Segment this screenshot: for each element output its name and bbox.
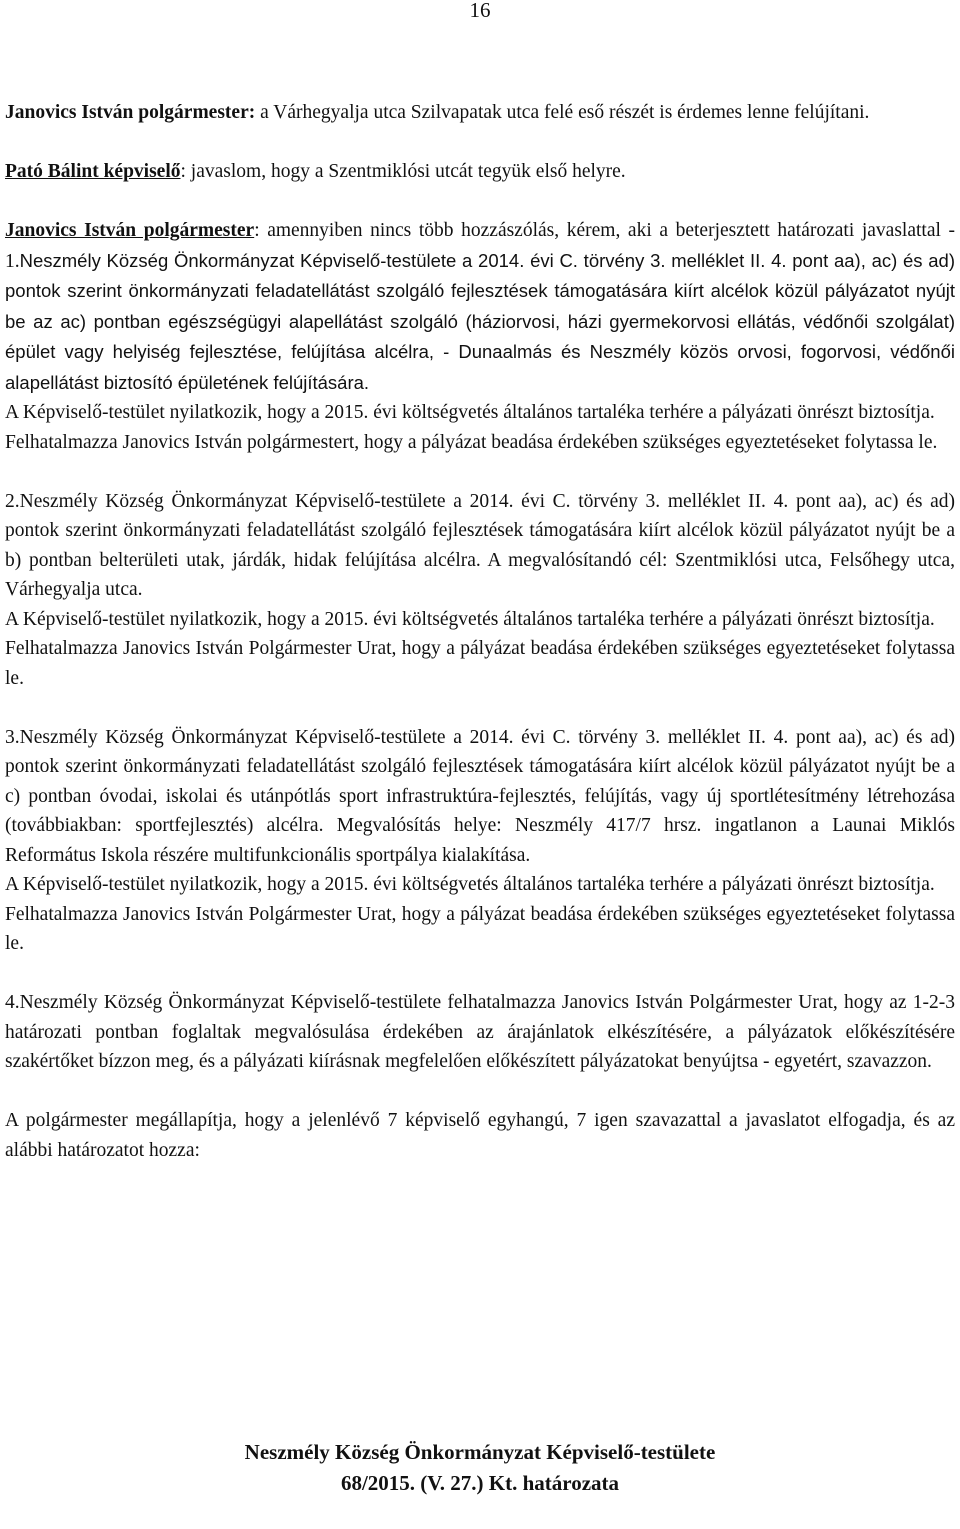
- speaker-name: Janovics István polgármester:: [5, 102, 256, 123]
- resolution-heading-line-1: Neszmély Község Önkormányzat Képviselő-testülete: [244, 1440, 716, 1464]
- paragraph-speaker-3: [5, 216, 955, 398]
- paragraph-resolution-2-funding: A Képviselő-testület nyilatkozik, hogy a 2015. évi költségvetés általános tartaléka terhére a pályázati önrészt biztosítja.: [5, 608, 935, 630]
- spacer: [5, 187, 955, 217]
- speaker-text: a Várhegyalja utca Szilvapatak utca felé eső részét is érdemes lenne felújítani.: [255, 102, 870, 123]
- paragraph-resolution-4: 4.Neszmély Község Önkormányzat Képviselő-testülete felhatalmazza Janovics István Polgármester Urat, hogy az 1-2-3 határozati pontban foglaltak megvalósulása érdekében az árajánlatok elkészítésére, a pályázatok előkészítésére szakértőket bízzon meg, és a pályázati kiírásnak megfelelően előkészített pályázatokat benyújtsa - egyetért, szavazzon.: [5, 992, 955, 1072]
- paragraph-mayor-statement: A polgármester megállapítja, hogy a jelenlévő 7 képviselő egyhangú, 7 igen szavazattal a javaslatot elfogadja, és az alábbi határozatot hozza:: [5, 1110, 955, 1161]
- spacer: [5, 1077, 955, 1107]
- paragraph-resolution-2-authorization: Felhatalmazza Janovics István Polgármester Urat, hogy a pályázat beadása érdekében szükséges egyeztetéseket folytassa le.: [5, 638, 955, 689]
- paragraph-resolution-3-funding: A Képviselő-testület nyilatkozik, hogy a 2015. évi költségvetés általános tartaléka terhére a pályázati önrészt biztosítja.: [5, 874, 935, 895]
- paragraph-resolution-3: 3.Neszmély Község Önkormányzat Képviselő-testülete a 2014. évi C. törvény 3. melléklet II. 4. pont aa), ac) és ad) pontok szerint önkormányzati feladatellátást szolgáló fejlesztések támogatására kiírt alcélok közül pályázatot nyújt be a c) pontban óvodai, iskolai és utánpótlás sport infrastruktúra-fejlesztés, felújítás, vagy új sportlétesítmény létrehozása (továbbiakban: sportfejlesztés) alcélra. Megvalósítás helye: Neszmély 417/7 hrsz. ingatlanon a Launai Miklós Református Iskola részére multifunkcionális sportpálya kialakítása.: [5, 726, 955, 866]
- resolution-point-1: Neszmély Község Önkormányzat Képviselő-testülete a 2014. évi C. törvény 3. melléklet II. 4. pont aa), ac) és ad) pontok szerint önkormányzati feladatellátást szolgáló fejlesztések támogatására kiírt alcélok közül pályázatot nyújt be az ac) pontban egészségügyi alapellátást szolgáló (háziorvosi, házi gyermekorvosi ellátás, védőnői szolgálat) épület vagy helyiség fejlesztése, felújítása alcélra, - Dunaalmás és Neszmély közös orvosi, fogorvosi, védőnői alapellátást biztosító épületének felújítására.: [5, 249, 955, 393]
- spacer: [5, 693, 955, 723]
- speaker-name: Janovics István polgármester: [5, 220, 255, 241]
- spacer: [5, 128, 955, 158]
- page-number: 16: [469, 0, 491, 22]
- resolution-heading: [0, 1437, 960, 1499]
- spacer: [5, 959, 955, 989]
- paragraph-resolution-1-funding: A Képviselő-testület nyilatkozik, hogy a 2015. évi költségvetés általános tartaléka terhére a pályázati önrészt biztosítja.: [5, 402, 935, 423]
- paragraph-speaker-1: [5, 98, 955, 128]
- speaker-name: Pató Bálint képviselő: [5, 161, 181, 182]
- paragraph-resolution-3-authorization: Felhatalmazza Janovics István Polgármester Urat, hogy a pályázat beadása érdekében szükséges egyeztetéseket folytassa le.: [5, 903, 955, 954]
- speaker-text: : amennyiben nincs több hozzászólás, kérem, aki a beterjesztett határozati javaslattal - 1.: [5, 220, 955, 272]
- speaker-text: : javaslom, hogy a Szentmiklósi utcát tegyük első helyre.: [180, 161, 626, 182]
- resolution-heading-line-2: 68/2015. (V. 27.) Kt. határozata: [340, 1471, 620, 1495]
- spacer: [5, 457, 955, 487]
- paragraph-resolution-2: 2.Neszmély Község Önkormányzat Képviselő-testülete a 2014. évi C. törvény 3. melléklet II. 4. pont aa), ac) és ad) pontok szerint önkormányzati feladatellátást szolgáló fejlesztések támogatására kiírt alcélok közül pályázatot nyújt be a b) pontban belterületi utak, járdák, hidak felújítása alcélra. A megvalósítandó cél: Szentmiklósi utca, Felsőhegy utca, Várhegyalja utca.: [5, 490, 955, 600]
- document-body: [5, 98, 955, 1165]
- paragraph-speaker-2: [5, 157, 955, 187]
- paragraph-resolution-1-authorization: Felhatalmazza Janovics István polgármestert, hogy a pályázat beadása érdekében szükséges egyeztetéseket folytassa le.: [5, 431, 938, 453]
